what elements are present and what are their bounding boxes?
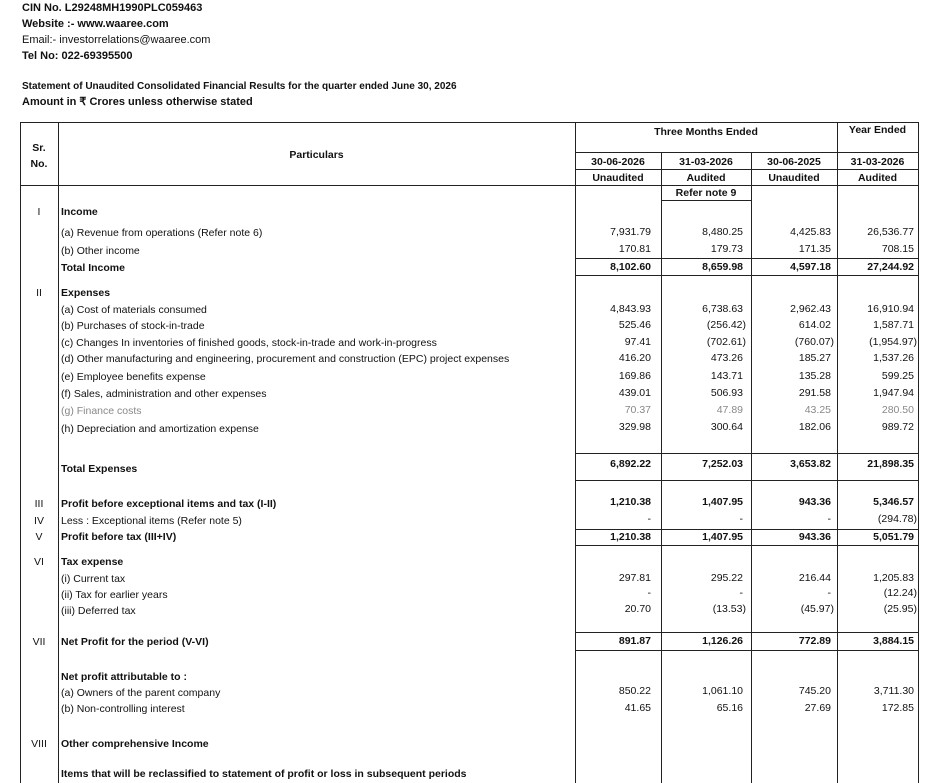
pbe-col2: 1,407.95 [702, 496, 743, 508]
inventory-change-col1: 97.41 [624, 336, 651, 348]
year-ended-header: Year Ended [848, 124, 907, 136]
purchases-label: (b) Purchases of stock-in-trade [61, 320, 205, 332]
earlier-tax-col4: (12.24) [883, 587, 917, 599]
total-income-col3: 4,597.18 [790, 261, 831, 273]
pbt-col2: 1,407.95 [702, 531, 743, 543]
col3-date: 30-06-2025 [767, 156, 821, 168]
other-income-col3: 171.35 [798, 243, 831, 255]
purchases-col2: (256.42) [706, 319, 746, 331]
statement-title: Statement of Unaudited Consolidated Financial Results for the quarter ended June 30, 2026 [22, 81, 457, 92]
owners-col3: 745.20 [798, 685, 831, 697]
sr-header: Sr. [32, 142, 46, 154]
depreciation-col3: 182.06 [798, 421, 831, 433]
sga-col1: 439.01 [618, 387, 651, 399]
other-mfg-col1: 416.20 [618, 352, 651, 364]
sr-col-divider [58, 122, 59, 783]
col2-status: Audited [686, 172, 726, 184]
three-months-header: Three Months Ended [654, 126, 758, 138]
total-income-col4: 27,244.92 [867, 261, 914, 273]
owners-col1: 850.22 [618, 685, 651, 697]
col1-date: 30-06-2026 [591, 156, 645, 168]
depreciation-label: (h) Depreciation and amortization expense [61, 423, 259, 435]
total-expenses-col4: 21,898.35 [867, 458, 914, 470]
col1-divider [661, 152, 662, 783]
other-mfg-col2: 473.26 [710, 352, 743, 364]
exceptional-col3: - [827, 513, 831, 525]
revenue-col2: 8,480.25 [702, 226, 743, 238]
inventory-change-col3: (760.07) [794, 336, 834, 348]
amount-unit-note: Amount in ₹ Crores unless otherwise stated [22, 96, 253, 108]
depreciation-col2: 300.64 [710, 421, 743, 433]
sga-col3: 291.58 [798, 387, 831, 399]
col4-status: Audited [857, 172, 898, 184]
exceptional-label: Less : Exceptional items (Refer note 5) [61, 515, 242, 527]
deferred-tax-label: (iii) Deferred tax [61, 605, 136, 617]
no-header: No. [30, 158, 48, 170]
total-expenses-col1: 6,892.22 [610, 458, 651, 470]
total-expenses-col3: 3,653.82 [790, 458, 831, 470]
sga-col2: 506.93 [710, 387, 743, 399]
attributable-title: Net profit attributable to : [61, 671, 187, 683]
row-no-exceptional: IV [34, 515, 44, 527]
employee-col4: 599.25 [881, 370, 914, 382]
owners-col4: 3,711.30 [873, 685, 914, 697]
date-rule [575, 169, 918, 170]
deferred-tax-col1: 20.70 [624, 603, 651, 615]
col2-note: Refer note 9 [675, 187, 737, 199]
tax-title: Tax expense [61, 556, 124, 568]
earlier-tax-label: (ii) Tax for earlier years [61, 589, 168, 601]
col1-status: Unaudited [592, 172, 644, 184]
finance-costs-col1: 70.37 [624, 404, 651, 416]
website: Website :- www.waaree.com [22, 18, 169, 30]
header-bottom-rule [20, 185, 919, 186]
total-expenses-label: Total Expenses [61, 463, 138, 475]
deferred-tax-col3: (45.97) [800, 603, 834, 615]
total-income-col2: 8,659.98 [702, 261, 743, 273]
cin-number: CIN No. L29248MH1990PLC059463 [22, 2, 203, 14]
purchases-col4: 1,587.71 [873, 319, 914, 331]
row-no-pbe: III [34, 498, 44, 510]
exceptional-col2: - [739, 513, 743, 525]
net-profit-col3: 772.89 [798, 635, 831, 647]
income-title: Income [61, 206, 98, 218]
earlier-tax-col2: - [739, 587, 743, 599]
pbe-label: Profit before exceptional items and tax (I-II) [61, 498, 277, 510]
inventory-change-col4: (1,954.97) [869, 336, 917, 348]
total-expenses-col2: 7,252.03 [702, 458, 743, 470]
other-income-label: (b) Other income [61, 245, 140, 257]
employee-label: (e) Employee benefits expense [61, 371, 206, 383]
col4-date: 31-03-2026 [850, 156, 905, 168]
total-income-col1: 8,102.60 [610, 261, 651, 273]
other-income-col4: 708.15 [881, 243, 914, 255]
nci-col4: 172.85 [881, 702, 914, 714]
net-profit-col2: 1,126.26 [702, 635, 743, 647]
other-mfg-col3: 185.27 [798, 352, 831, 364]
materials-col1: 4,843.93 [610, 303, 651, 315]
row-no-oci: VIII [31, 738, 47, 750]
row-no-tax: VI [34, 556, 44, 568]
depreciation-col4: 989.72 [881, 421, 914, 433]
depreciation-col1: 329.98 [618, 421, 651, 433]
revenue-col4: 26,536.77 [867, 226, 914, 238]
finance-costs-label: (g) Finance costs [61, 405, 142, 417]
table-left-border [20, 122, 21, 783]
employee-col1: 169.86 [618, 370, 651, 382]
revenue-col3: 4,425.83 [790, 226, 831, 238]
group-header-rule [575, 152, 918, 153]
table-top-border [20, 122, 919, 123]
current-tax-label: (i) Current tax [61, 573, 126, 585]
pbe-col1: 1,210.38 [610, 496, 651, 508]
deferred-tax-col2: (13.53) [712, 603, 746, 615]
telephone: Tel No: 022-69395500 [22, 50, 133, 62]
net-profit-label: Net Profit for the period (V-VI) [61, 636, 209, 648]
sga-col4: 1,947.94 [873, 387, 914, 399]
owners-col2: 1,061.10 [702, 685, 743, 697]
nci-col3: 27.69 [804, 702, 831, 714]
nci-label: (b) Non-controlling interest [61, 703, 185, 715]
deferred-tax-col4: (25.95) [883, 603, 917, 615]
other-mfg-label: (d) Other manufacturing and engineering, procurement and construction (EPC) project expenses [61, 353, 510, 365]
inventory-change-label: (c) Changes In inventories of finished goods, stock-in-trade and work-in-progress [61, 337, 437, 349]
row-no-expenses: II [36, 287, 42, 299]
sga-label: (f) Sales, administration and other expenses [61, 388, 267, 400]
total-income-label: Total Income [61, 262, 125, 274]
net-profit-col4: 3,884.15 [873, 635, 914, 647]
materials-col3: 2,962.43 [790, 303, 831, 315]
pbt-col1: 1,210.38 [610, 531, 651, 543]
col3-status: Unaudited [768, 172, 820, 184]
reclassified-title: Items that will be reclassified to statement of profit or loss in subsequent periods [61, 768, 467, 780]
materials-col4: 16,910.94 [867, 303, 914, 315]
row-no-income: I [37, 206, 41, 218]
pbe-col3: 943.36 [798, 496, 831, 508]
current-tax-col3: 216.44 [798, 572, 831, 584]
current-tax-col1: 297.81 [618, 572, 651, 584]
col2-divider [751, 152, 752, 783]
expenses-title: Expenses [61, 287, 111, 299]
revenue-label: (a) Revenue from operations (Refer note 6) [61, 227, 263, 239]
nci-col2: 65.16 [716, 702, 743, 714]
finance-costs-col4: 280.50 [881, 404, 914, 416]
finance-costs-col2: 47.89 [716, 404, 743, 416]
purchases-col3: 614.02 [798, 319, 831, 331]
other-income-col2: 179.73 [710, 243, 743, 255]
pbt-label: Profit before tax (III+IV) [61, 531, 177, 543]
materials-col2: 6,738.63 [702, 303, 743, 315]
finance-costs-col3: 43.25 [804, 404, 831, 416]
email: Email:- investorrelations@waaree.com [22, 34, 211, 46]
nci-col1: 41.65 [624, 702, 651, 714]
pbt-col3: 943.36 [798, 531, 831, 543]
other-income-col1: 170.81 [618, 243, 651, 255]
net-profit-col1: 891.87 [618, 635, 651, 647]
pbt-col4: 5,051.79 [873, 531, 914, 543]
pbe-col4: 5,346.57 [873, 496, 914, 508]
exceptional-col1: - [647, 513, 651, 525]
earlier-tax-col1: - [647, 587, 651, 599]
current-tax-col4: 1,205.83 [873, 572, 914, 584]
earlier-tax-col3: - [827, 587, 831, 599]
row-no-pbt: V [35, 531, 43, 543]
particulars-header: Particulars [289, 149, 344, 161]
revenue-col1: 7,931.79 [610, 226, 651, 238]
note-rule [662, 200, 751, 201]
purchases-col1: 525.46 [618, 319, 651, 331]
oci-title: Other comprehensive Income [61, 738, 209, 750]
current-tax-col2: 295.22 [710, 572, 743, 584]
employee-col3: 135.28 [798, 370, 831, 382]
row-no-net-profit: VII [32, 636, 46, 648]
table-right-border [918, 122, 919, 783]
employee-col2: 143.71 [710, 370, 743, 382]
col2-date: 31-03-2026 [679, 156, 733, 168]
exceptional-col4: (294.78) [877, 513, 917, 525]
inventory-change-col2: (702.61) [706, 336, 746, 348]
other-mfg-col4: 1,537.26 [873, 352, 914, 364]
materials-label: (a) Cost of materials consumed [61, 304, 207, 316]
owners-label: (a) Owners of the parent company [61, 687, 221, 699]
